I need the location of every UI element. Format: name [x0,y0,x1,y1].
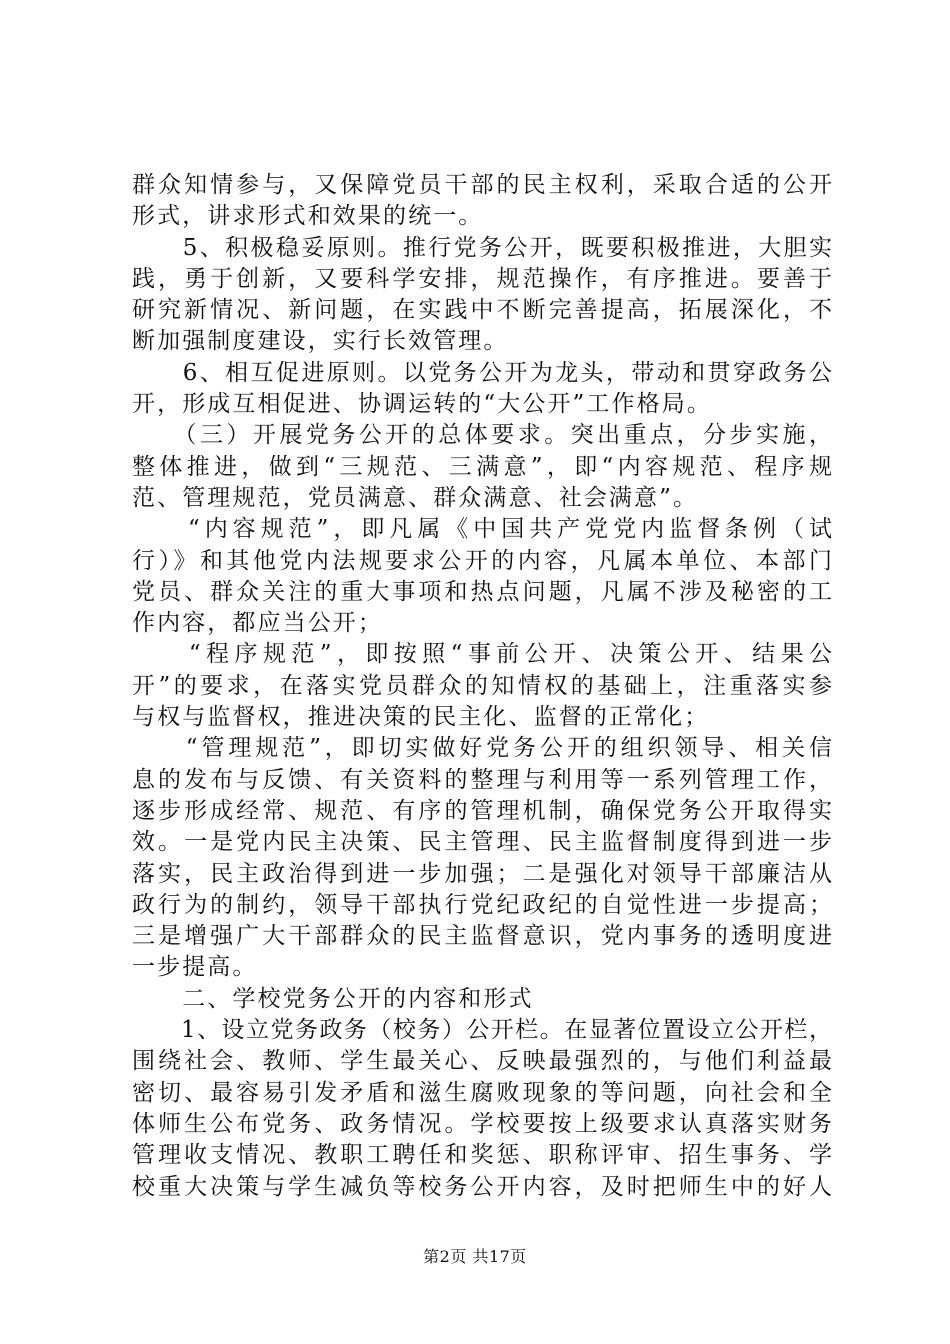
text-line: 践，勇于创新，又要科学安排，规范操作，有序推进。要善于 [132,265,832,292]
text-line: “内容规范”，即凡属《中国共产党党内监督条例（试 [132,516,832,543]
text-line: 落实，民主政治得到进一步加强；二是强化对领导干部廉洁从 [132,860,832,887]
text-line: 断加强制度建设，实行长效管理。 [132,328,509,355]
page-number-footer: 第2页 共17页 [423,1247,527,1266]
document-body [132,170,832,1203]
text-line: 管理收支情况、教职工聘任和奖惩、职称评审、招生事务、学 [132,1142,832,1169]
text-line: “程序规范”，即按照“事前公开、决策公开、结果公 [132,641,832,668]
text-line: 范、管理规范，党员满意、群众满意、社会满意”。 [132,484,699,511]
text-line: 息的发布与反馈、有关资料的整理与利用等一系列管理工作， [132,766,832,793]
text-line: 效。一是党内民主决策、民主管理、民主监督制度得到进一步 [132,829,832,856]
text-line: 三是增强广大干部群众的民主监督意识，党内事务的透明度进 [132,923,832,950]
text-line: 整体推进，做到“三规范、三满意”，即“内容规范、程序规 [132,453,832,480]
text-line: 5、积极稳妥原则。推行党务公开，既要积极推进，大胆实 [132,234,832,261]
text-line: 围绕社会、教师、学生最关心、反映最强烈的，与他们利益最 [132,1048,832,1075]
text-line: 作内容，都应当公开； [132,610,383,637]
text-line: 开，形成互相促进、协调运转的“大公开”工作格局。 [132,391,712,418]
text-line: 研究新情况、新问题，在实践中不断完善提高，拓展深化，不 [132,297,832,324]
text-line: 6、相互促进原则。以党务公开为龙头，带动和贯穿政务公 [132,359,832,386]
text-line: 体师生公布党务、政务情况。学校要按上级要求认真落实财务 [132,1110,832,1137]
text-line: 开”的要求，在落实党员群众的知情权的基础上，注重落实参 [132,672,832,699]
text-line: （三）开展党务公开的总体要求。突出重点，分步实施， [132,422,832,449]
text-line: 政行为的制约，领导干部执行党纪政纪的自觉性进一步提高； [132,891,832,918]
text-line: 行）》和其他党内法规要求公开的内容，凡属本单位、本部门 [132,547,832,574]
text-line: 党员、群众关注的重大事项和热点问题，凡属不涉及秘密的工 [132,578,832,605]
text-line: 一步提高。 [132,954,258,981]
section-heading: 二、学校党务公开的内容和形式 [132,985,534,1012]
text-line: 1、设立党务政务（校务）公开栏。在显著位置设立公开栏， [132,1017,832,1044]
text-line: 与权与监督权，推进决策的民主化、监督的正常化； [132,704,710,731]
text-line: 逐步形成经常、规范、有序的管理机制，确保党务公开取得实 [132,797,832,824]
text-line: 校重大决策与学生减负等校务公开内容，及时把师生中的好人 [132,1173,832,1200]
text-line: 形式，讲求形式和效果的统一。 [132,203,484,230]
text-line: 密切、最容易引发矛盾和滋生腐败现象的等问题，向社会和全 [132,1079,832,1106]
text-line: “管理规范”，即切实做好党务公开的组织领导、相关信 [132,735,832,762]
text-line: 群众知情参与，又保障党员干部的民主权利，采取合适的公开 [132,172,832,198]
